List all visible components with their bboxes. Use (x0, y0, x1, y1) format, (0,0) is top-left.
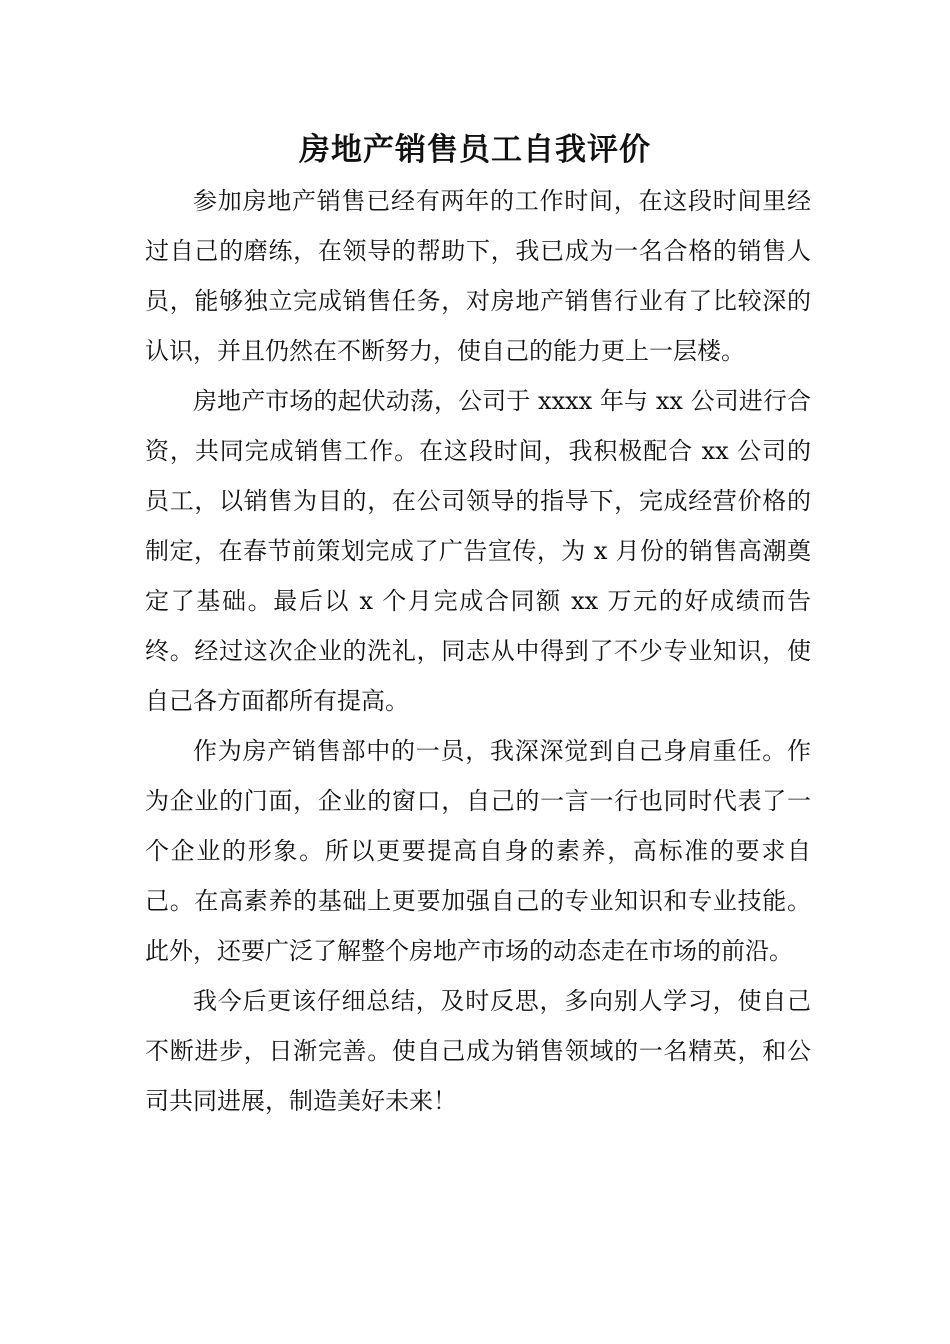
document-title: 房地产销售员工自我评价 (299, 132, 651, 168)
paragraph-2: 房地产市场的起伏动荡，公司于 xxxx 年与 xx 公司进行合资，共同完成销售工作。在这段时间，我积极配合 xx 公司的员工，以销售为目的，在公司领导的指导下，完成经营价格的制定，在春节前策划完成了广告宣传，为 x 月份的销售高潮奠定了基础。最后以 x 个月完成合同额 xx 万元的好成绩而告终。经过这次企业的洗礼，同志从中得到了不少专业知识，使自己各方面都所有提高。 (145, 387, 811, 715)
document-body (145, 176, 811, 1126)
paragraph-4: 我今后更该仔细总结，及时反思，多向别人学习，使自己不断进步，日渐完善。使自己成为销售领域的一名精英，和公司共同进展，制造美好未来！ (145, 987, 811, 1115)
paragraph-1: 参加房地产销售已经有两年的工作时间，在这段时间里经过自己的磨练，在领导的帮助下，我已成为一名合格的销售人员，能够独立完成销售任务，对房地产销售行业有了比较深的认识，并且仍然在不断努力，使自己的能力更上一层楼。 (145, 187, 811, 365)
paragraph-3: 作为房产销售部中的一员，我深深觉到自己身肩重任。作为企业的门面，企业的窗口，自己的一言一行也同时代表了一个企业的形象。所以更要提高自身的素养，高标准的要求自己。在高素养的基础上更要加强自己的专业知识和专业技能。此外，还要广泛了解整个房地产市场的动态走在市场的前沿。 (145, 737, 811, 965)
